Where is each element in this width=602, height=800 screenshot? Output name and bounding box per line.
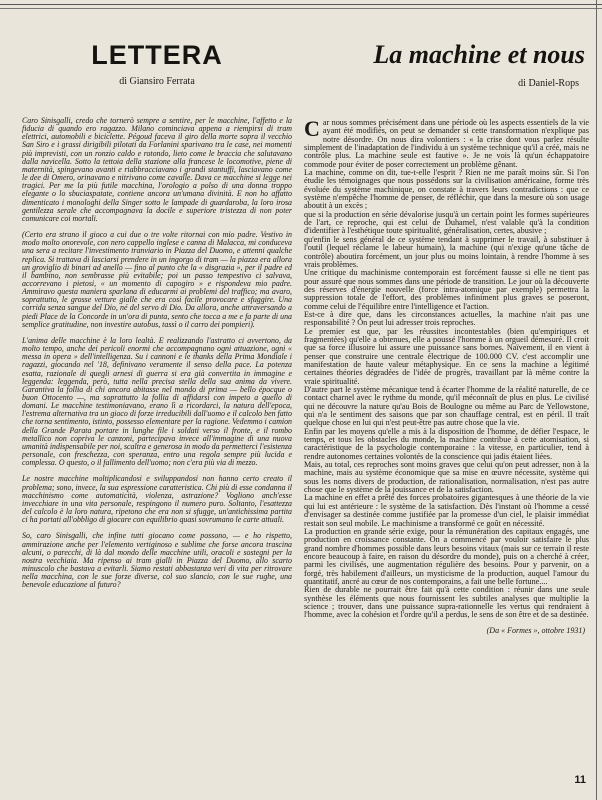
top-rule-secondary xyxy=(0,8,602,9)
article-title-lettera: LETTERA xyxy=(91,40,223,70)
machine-paragraph-13: Rien de durable ne pourrait être fait qu'à cette condition : réunir dans une seule synthèse les éléments que nous fournissent les subtiles analyses que multiplie la science ; trouver, dans une puissance supra-rationnelle les vertus qui rendraient à l'homme, avec la cohésion et l'ordre qu'il a perdus, le sens de son être et de sa destinée. xyxy=(304,585,589,620)
machine-paragraph-1 xyxy=(304,116,589,169)
article-title-machine: La machine et nous xyxy=(373,40,585,69)
page-number: 11 xyxy=(574,774,586,786)
machine-article-body xyxy=(304,116,589,620)
drop-cap: C xyxy=(304,116,320,141)
machine-paragraph-4: qu'enfin le sens général de ce système tendant à supprimer le travail, à substituer à l'outil (lequel réclame le labeur humain), la machine (qui n'exige qu'une tâche de contrôle) aboutira forcément, un jour plus ou moins lointain, à rendre l'homme à ses vrais problèmes. xyxy=(304,234,589,269)
right-margin-rule xyxy=(596,0,597,800)
machine-paragraph-9: Enfin par les moyens qu'elle a mis à la disposition de l'homme, de défier l'espace, le temps, et tous les obstacles du monde, la machine contribue à cette atomisation, si caractéristique de la psychologie contemporaine : la vitesse, en particulier, tend à rendre autonomes certaines volontés de la conscience qui jadis étaient liées. xyxy=(304,426,589,461)
machine-paragraph-7: Le premier est que, par les réussites incontestables (bien qu'empiriques et fragmentées) qu'elle a obtenues, elle a poussé l'homme à un orgueil démesuré. Il croit que sa force illusoire lui assure une puissance sans bornes. Naïvement, il en vient à penser que construire une centrale électrique de 100.000 CV. c'est accomplir une manifestation de haute valeur métaphysique. En ce sens la machine a légitimé certaines théories dégradées de l'idée de progrès, travaillant par là même contre la vraie spiritualité. xyxy=(304,326,589,386)
lettera-paragraph-1: Caro Sinisgalli, credo che tornerò sempre a sentire, per le macchine, l'affetto e la fiducia di quando ero ragazzo. Milano cominciava appena a riempirsi di tram elettrici, automobili e biciclette. Pégoud faceva il giro della morte sopra il vecchio San Siro e i grassi dirigibili pilotati da Forlanini sparivano tra le case, nei momenti più imprevisti, con un ronzio caldo e rotondo, lieto come le braccia che salutavano dalla navicella. Sotto la tettoia della stazione alla francese le locomotive, piene di maternità, spingevano avanti e riabbracciavano i grandi stantuffi, lasciavano come le dee di Omero, orinavano e nitrivano come cavalle. Dava ce macchine si legge nei tragici. Per me la più futile macchina, l'orologio a polso di una donna troppo elegante o lo sbuciaspatate, contiene ancora un'umana divinità. E non ho affatto dimenticato i monologhi della Singer sotto le lampade di guardaroba, la loro irosa gentilezza serale che accompagnava la docile e superiore tristezza di non poter comunicare coi mortali. xyxy=(22,116,292,223)
lettera-column xyxy=(22,32,292,597)
machine-paragraph-10: Mais, au total, ces reproches sont moins graves que celui qu'on peut adresser, non à la machine, mais au système économique que sa mise en œuvre nécessite, système qui sous les noms divers de production, de rationalisation, normalisation, n'est pas autre chose que le système de la jouissance et de la satisfaction. xyxy=(304,460,589,495)
machine-paragraph-3: que si la production en série dévalorise jusqu'à un certain point les formes supérieures de l'art, ce reproche, qui est celui de Duhamel, n'est valable qu'à la condition d'identifier à l'esthétique toute spiritualité, généralisation, certes, abusive ; xyxy=(304,209,589,236)
top-rule xyxy=(0,4,602,5)
machine-paragraph-6: Est-ce à dire que, dans les circonstances actuelles, la machine n'ait pas une responsabilité ? On peut lui adresser trois reproches. xyxy=(304,309,589,328)
machine-column xyxy=(304,32,589,635)
lettera-paragraph-5: So, caro Sinisgalli, che infine tutti giocano come possono, — e ho rispetto, ammirazione anche per l'elemento vertiginoso e sublime che forse ancora trascina alcuni, o parecchi, di là dal mondo delle macchine utili, oracoli e sostegni per la nostra vecchiaia. Ma ripenso ai tram gialli in Piazza del Duomo, allo scarto minuscolo che bastava a evitarli. Siamo restati abbastanza veri di vita per ritrovare nella macchina, con le sue forze diverse, col suo slancio, con le sue rughe, una benevole educazione al futuro? xyxy=(22,531,292,590)
machine-paragraph-2: La machine, comme on dit, tue-t-elle l'esprit ? Rien ne me paraît moins sûr. Si l'on étudie les témoignages que nous possédons sur la civilisation américaine, forme très évoluée du système machinique, on constate à travers leurs contradictions : que ce système n'empêche l'homme de penser, de réfléchir, que dans la mesure où son usage aboutit à un excès ; xyxy=(304,168,589,211)
machine-paragraph-12: La production en grande série exige, pour la rémunération des capitaux engagés, une production en croissance constante. On a commencé par vouloir satisfaire le plus grand nombre d'hommes possible dans leurs besoins vitaux (mais sur ce terrain il reste encore beaucoup à faire, en raison du désordre du monde), puis on a cherché à créer, parmi les civilisés, une augmentation régulière des besoins. Pour y parvenir, on a forgé, très habilement d'ailleurs, un mysticisme de la production, auquel l'amour du quantitatif, ancré au cœur de nos contemporains, a fait une belle fortune.... xyxy=(304,526,589,586)
source-citation: (Da « Formes », ottobre 1931) xyxy=(486,625,585,635)
byline-ferrata: di Giansiro Ferrata xyxy=(119,76,195,87)
lettera-paragraph-3: L'anima delle macchine è la loro lealtà. E realizzando l'astratto ci avvertono, da molto tempo, anche dei pericoli enormi che accompagnano ogni attuazione, ogni « messa in opera » dell'intelligenza. Su i cannoni e le thanks della Prima Mondiale i ragazzi, giocando nel '18, definivano veramente il senso della pace. La potenza esatta, razionale di quegli arnesi di guerra si era già convertita in immagine e leggenda: leggenda, però, tutta nella precisa stella della sua anima da vivere. Garantiva la follia di chi ancora abitasse nel mondo di prima — bello épocque o buon Ottocento —, ma soprattutto la follia di affidarsi con impeto a quello di domani. Le macchine testimoniavano, erano lì a ricordarci, la natura dell'epoca, l'estrema alternativa tra un gioco di forze irreducibili dall'uomo e il calcolo ben fatto che torna sentimento, istinto, possesso elementare per la ragione. Vedemmo i camion della Grande Parata portare in lunghe file i soldati verso il fronte, e il rombo metallico non copriva le canzoni, partecipava invece all'immagine di una nuova umanità indispensabile per noi, scaltra e generosa in modo da permetterci l'esistenza personale, con freschezza, con speranza, entro una regola sempre più lucida e complessa. O questo, o il fallimento dell'uomo; non c'era più via di mezzo. xyxy=(22,335,292,468)
lettera-paragraph-2: (Certo era strano il gioco a cui due o tre volte ritornai con mio padre. Vestivo in modo molto onorevole, con nero cappello inglese e canna di Malacca, mi conduceva una sera a recitare l'investimento tranviario in Piazza del Duomo, e attenni qualche replica. Si trattava di lasciarsi prendere in un ingorgo di tram — la piazza era allora un groviglio di binari ad anello — fino al punto che la « disgrazia », per il padre ed il bambino, non sembrasse più evitabile; poi un passo tempestivo ci salvava, accorrevano i pietosi, « un momento di capogiro » e rispondeva mio padre. Ammiravo questa maniera sparlana di educarmi ai problemi del traffico; ma avaro, soprattutto, le grosse vetture gialle che era così facile provocare e sfuggire. Una corrida senza sangue del Dio, né del servo di Dio. Da allora, anche attraversando a piedi Place de la Concorde in un'ora di punta, sento che tocca a me e fa parte di una semplice gratitudine, non investire autobus, tassì o il carro dei pompieri). xyxy=(22,230,292,329)
machine-paragraph-11: La machine en effet a prêté des forces probatoires gigantesques à une théorie de la vie qui lui est antérieure : le système de la satisfaction. Dès l'instant où l'homme a cessé d'envisager sa destinée comme justifiée par la promesse d'un ciel, le plaisir immédiat restait son seul mobile. Le machinisme a transformé ce goût en nécessité. xyxy=(304,493,589,528)
lettera-paragraph-4: Le nostre macchine moltiplicandosi e sviluppandosi non hanno certo creato il problema; sono, invece, la sua espressione caratteristica. Chi più di esse condanna il macchinismo come automaticità, violenza, astrazione? Vogliono anch'esse invecchiare in una vita personale, respingono il numero puro. Soltanto, l'esattezza del calcolo è la loro natura, ripetono che era non si sfugge, un'antichissima partita ci ha portati all'obbligo di giocare con equilibrio quasi sovrumano le carte attuali. xyxy=(22,474,292,525)
machine-paragraph-8: D'autre part le système mécanique tend à écarter l'homme de la réalité naturelle, de ce contact charnel avec le rythme du monde, qu'il méconnaît de plus en plus. Le civilisé qui ne découvre la nature qu'au Bois de Boulogne ou même au Parc de Yellowstone, qui n'a le sentiment des saisons que par son chauffage central, est en péril. Il traît quelque chose en lui qui n'est peut-être pas autre chose que la vie. xyxy=(304,385,589,428)
machine-paragraph-1-text: ar nous sommes précisément dans une période où les aspects essentiels de la vie ayant été modifiés, on peut se demander si cette transformation n'explique pas notre désordre. On nous dira volontiers : « la crise dont vous parlez résulte simplement de l'inadaptation de l'individu à un système technique qu'il a créé, mais ne contrôle plus. La machine seule est fautive ». Je ne vois là qu'un échappatoire commode pour éviter de poser correctement un problème gênant. xyxy=(304,118,589,169)
machine-paragraph-5: Une critique du machinisme contemporain est forcément fausse si elle ne tient pas pour assuré que nous sommes dans une période de transition. Le jour où la découverte des réserves d'énergie nouvelle (force intra-atomique par exemple) permettra la suppression totale de l'effort, des problèmes infiniment plus graves se poseront, comme celui de l'équilibre entre l'intelligence et l'action. xyxy=(304,268,589,311)
byline-daniel-rops: di Daniel-Rops xyxy=(518,78,579,89)
